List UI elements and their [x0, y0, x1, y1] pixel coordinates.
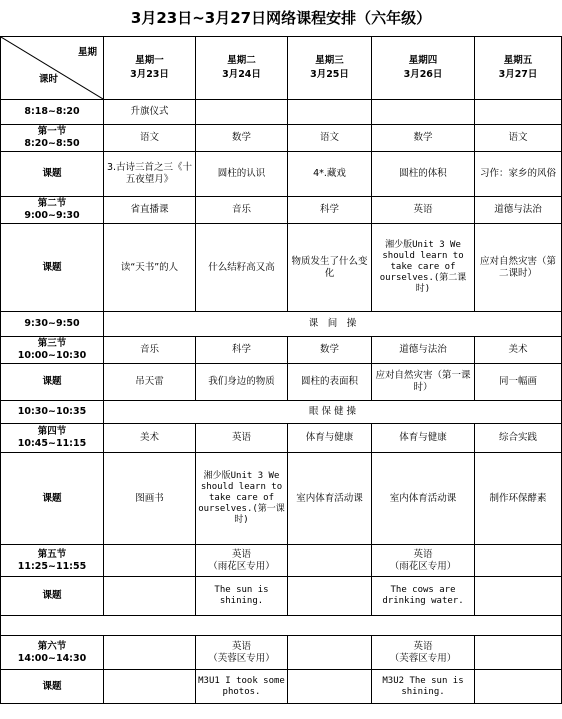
- subject-cell: 语文: [288, 125, 372, 152]
- eye-exercise-cell: 眼 保 健 操: [104, 401, 562, 424]
- day-header-wed: [288, 37, 372, 100]
- period-2-subject-row: [1, 197, 562, 224]
- flag-row: [1, 100, 562, 125]
- period-label-cell: [1, 197, 104, 224]
- break-row: [1, 312, 562, 337]
- subject-cell: 音乐: [196, 197, 288, 224]
- topic-label: 课题: [1, 453, 104, 545]
- subject-note: （芙蓉区专用）: [389, 652, 457, 664]
- period-label-cell: [1, 424, 104, 453]
- day-name: 星期五: [503, 55, 533, 66]
- time-cell: 9:30~9:50: [1, 312, 104, 337]
- empty-cell: [288, 670, 372, 704]
- period-6-topic-row: [1, 670, 562, 704]
- subject-cell: 道德与法治: [475, 197, 562, 224]
- empty-cell: [475, 577, 562, 616]
- period-6-subject-row: [1, 636, 562, 670]
- topic-label: 课题: [1, 364, 104, 401]
- page-title: 3月23日~3月27日网络课程安排（六年级）: [130, 9, 432, 27]
- topic-cell: 读“天书”的人: [104, 224, 196, 312]
- subject-cell: [196, 545, 288, 577]
- subject-cell: 美术: [104, 424, 196, 453]
- topic-cell: 湘少版Unit 3 We should learn to take care of ourselves.(第二课时): [372, 224, 475, 312]
- subject-cell: 体育与健康: [372, 424, 475, 453]
- topic-cell: 圆柱的体积: [372, 152, 475, 197]
- day-name: 星期三: [315, 55, 344, 66]
- empty-cell: [196, 100, 288, 125]
- empty-cell: [288, 100, 372, 125]
- period-4-topic-row: [1, 453, 562, 545]
- topic-cell: 圆柱的认识: [196, 152, 288, 197]
- topic-cell: 应对自然灾害（第一课时）: [372, 364, 475, 401]
- subject-cell: 数学: [372, 125, 475, 152]
- corner-week-label: 星期: [77, 47, 97, 58]
- topic-cell: 室内体育活动课: [288, 453, 372, 545]
- topic-cell: 习作：家乡的风俗: [475, 152, 562, 197]
- period-time: 10:45~11:15: [17, 438, 87, 449]
- empty-cell: [104, 577, 196, 616]
- period-label: 第五节: [37, 548, 67, 560]
- subject-note: （雨花区专用）: [208, 560, 275, 572]
- subject-name: 英语: [231, 640, 251, 652]
- subject-cell: 音乐: [104, 337, 196, 364]
- period-3-topic-row: [1, 364, 562, 401]
- period-3-subject-row: [1, 337, 562, 364]
- flag-ceremony-cell: 升旗仪式: [104, 100, 196, 125]
- period-label: 第二节: [37, 198, 67, 209]
- day-header-thu: [372, 37, 475, 100]
- period-label-cell: [1, 125, 104, 152]
- day-date: 3月26日: [403, 69, 443, 80]
- empty-cell: [475, 545, 562, 577]
- subject-cell: [372, 545, 475, 577]
- subject-cell: 体育与健康: [288, 424, 372, 453]
- empty-cell: [288, 577, 372, 616]
- day-date: 3月23日: [130, 69, 169, 80]
- period-4-subject-row: [1, 424, 562, 453]
- topic-cell: 图画书: [104, 453, 196, 545]
- break-exercise-cell: 课 间 操: [104, 312, 562, 337]
- subject-cell: 道德与法治: [372, 337, 475, 364]
- day-header-fri: [475, 37, 562, 100]
- header-corner: [1, 37, 104, 100]
- empty-cell: [475, 636, 562, 670]
- subject-cell: 语文: [475, 125, 562, 152]
- topic-cell: M3U1 I took some photos.: [196, 670, 288, 704]
- subject-cell: 美术: [475, 337, 562, 364]
- period-label: 第六节: [37, 640, 67, 652]
- topic-label: 课题: [1, 152, 104, 197]
- time-cell: 10:30~10:35: [1, 401, 104, 424]
- subject-name: 英语: [413, 640, 433, 652]
- period-label: 第一节: [37, 126, 67, 137]
- topic-label: 课题: [1, 670, 104, 704]
- topic-cell: 湘少版Unit 3 We should learn to take care of ourselves.(第一课时): [196, 453, 288, 545]
- empty-cell: [475, 670, 562, 704]
- header-row: [1, 37, 562, 100]
- empty-cell: [475, 100, 562, 125]
- day-name: 星期四: [408, 55, 438, 66]
- topic-cell: The cows are drinking water.: [372, 577, 475, 616]
- topic-cell: 吊天雷: [104, 364, 196, 401]
- subject-cell: 语文: [104, 125, 196, 152]
- day-date: 3月25日: [310, 69, 349, 80]
- subject-note: （雨花区专用）: [389, 560, 457, 572]
- topic-cell: 室内体育活动课: [372, 453, 475, 545]
- subject-cell: [196, 636, 288, 670]
- day-name: 星期一: [135, 55, 164, 66]
- subject-cell: 英语: [196, 424, 288, 453]
- period-time: 8:20~8:50: [24, 138, 80, 149]
- break-row: [1, 401, 562, 424]
- period-1-topic-row: [1, 152, 562, 197]
- day-date: 3月24日: [222, 69, 261, 80]
- subject-cell: 数学: [288, 337, 372, 364]
- empty-cell: [104, 545, 196, 577]
- topic-cell: 圆柱的表面积: [288, 364, 372, 401]
- period-label-cell: [1, 636, 104, 670]
- empty-cell: [288, 545, 372, 577]
- subject-cell: [372, 636, 475, 670]
- subject-cell: 科学: [196, 337, 288, 364]
- period-label-cell: [1, 545, 104, 577]
- subject-cell: 省直播课: [104, 197, 196, 224]
- topic-cell: 4*.藏戏: [288, 152, 372, 197]
- corner-period-label: 课时: [39, 74, 59, 85]
- topic-label: 课题: [1, 224, 104, 312]
- period-2-topic-row: [1, 224, 562, 312]
- spacer-cell: [1, 616, 562, 636]
- period-time: 14:00~14:30: [17, 652, 87, 664]
- topic-cell: The sun is shining.: [196, 577, 288, 616]
- subject-name: 英语: [413, 548, 433, 560]
- day-header-mon: [104, 37, 196, 100]
- topic-cell: 应对自然灾害（第二课时）: [475, 224, 562, 312]
- spacer-row: [1, 616, 562, 636]
- day-name: 星期二: [227, 55, 256, 66]
- empty-cell: [372, 100, 475, 125]
- subject-cell: 数学: [196, 125, 288, 152]
- topic-cell: 我们身边的物质: [196, 364, 288, 401]
- topic-cell: 3.古诗三首之三《十五夜望月》: [104, 152, 196, 197]
- period-5-subject-row: [1, 545, 562, 577]
- empty-cell: [104, 670, 196, 704]
- topic-cell: 什么结籽高又高: [196, 224, 288, 312]
- period-time: 10:00~10:30: [17, 350, 87, 361]
- topic-label: 课题: [1, 577, 104, 616]
- period-label: 第三节: [37, 338, 67, 349]
- topic-cell: M3U2 The sun is shining.: [372, 670, 475, 704]
- topic-cell: 制作环保酵素: [475, 453, 562, 545]
- subject-cell: 科学: [288, 197, 372, 224]
- day-date: 3月27日: [498, 69, 538, 80]
- empty-cell: [288, 636, 372, 670]
- subject-name: 英语: [231, 548, 251, 560]
- day-header-tue: [196, 37, 288, 100]
- subject-cell: 综合实践: [475, 424, 562, 453]
- subject-cell: 英语: [372, 197, 475, 224]
- period-label-cell: [1, 337, 104, 364]
- period-label: 第四节: [37, 426, 67, 437]
- schedule-table: [0, 36, 562, 704]
- empty-cell: [104, 636, 196, 670]
- subject-note: （芙蓉区专用）: [208, 652, 275, 664]
- period-time: 11:25~11:55: [17, 560, 87, 572]
- topic-cell: 物质发生了什么变化: [288, 224, 372, 312]
- period-1-subject-row: [1, 125, 562, 152]
- time-cell: 8:18~8:20: [1, 100, 104, 125]
- period-time: 9:00~9:30: [24, 210, 80, 221]
- period-5-topic-row: [1, 577, 562, 616]
- topic-cell: 同一幅画: [475, 364, 562, 401]
